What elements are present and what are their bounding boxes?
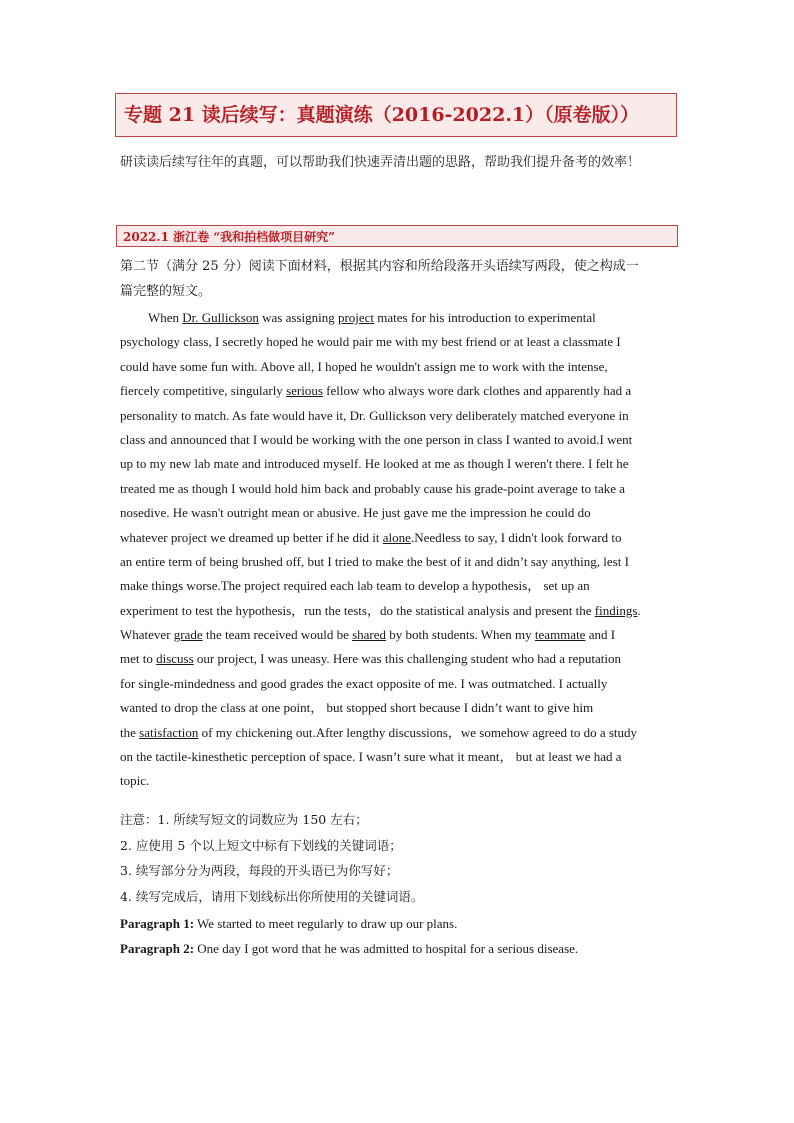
passage-line [120,526,676,550]
passage-line [120,574,676,598]
passage-line [120,769,676,793]
passage-text: class and announced that I would be working with the one person in class I wanted to avoid.I went [120,431,633,447]
note-item: 3. 续写部分分为两段，每段的开头语已为你写好； [120,863,399,878]
intro-text: 研读读后续写往年的真题，可以帮助我们快速弄清出题的思路，帮助我们提升备考的效率！ [120,155,641,170]
keyword-underlined: discuss [156,651,194,667]
passage-text: on the tactile-kinesthetic perception of space. I wasn’t sure what it meant， but at least we had a [120,749,622,765]
note-item: 4. 续写完成后，请用下划线标出你所使用的关键词语。 [120,888,424,904]
passage-line [120,330,676,354]
keyword-underlined: teammate [534,627,586,643]
keyword-underlined: alone [382,529,411,545]
passage-text: wanted to drop the class at one point， but stopped short because I didn’t want to give him [120,700,594,716]
note-item: 注意：1. 所续写短文的词数应为 150 左右； [120,812,368,827]
passage-text: experiment to test the hypothesis，run the tests，do the statistical analysis and present the [120,602,595,618]
passage-line [120,355,676,379]
passage-line [120,672,676,696]
passage-line [120,623,676,647]
passage-text: whatever project we dreamed up better if he did it [120,529,383,545]
passage-text: Whatever [120,627,174,643]
passage-line [120,647,676,671]
passage-text: the [120,724,140,740]
passage-line [120,379,676,403]
passage-line [120,696,676,720]
instructions [120,254,680,304]
passage-line [120,404,676,428]
keyword-underlined: shared [352,627,387,643]
passage-text: our project, I was uneasy. Here was this challenging student who had a reputation [193,651,621,667]
passage-text: met to [120,651,157,667]
passage-text: mates for his introduction to experimental [374,310,596,325]
passage-line [120,745,676,769]
passage-text: of my chickening out.After lengthy discussions，we somehow agreed to do a study [198,724,638,740]
notes-list [120,807,676,909]
passage-line [120,477,676,501]
keyword-underlined: Dr. Gullickson [182,310,259,325]
paragraph-start-text: One day I got word that he was admitted to hospital for a serious disease. [197,940,579,956]
passage-line [120,550,676,574]
section-header: 2022.1 浙江卷 “我和拍档做项目研究” [116,225,678,247]
paragraph-label: Paragraph 1: [120,916,195,931]
paragraph-1-prompt [120,912,676,937]
passage-text: the team received would be [202,627,353,643]
paragraph-prompts [120,912,676,961]
passage-text: psychology class, I secretly hoped he would pair me with my best friend or at least a classmate I [120,334,621,350]
keyword-underlined: satisfaction [139,724,199,740]
keyword-underlined: serious [286,383,323,399]
passage-line [120,721,676,745]
passage-line [120,501,676,525]
passage-text: topic. [120,773,150,789]
passage-text: personality to match. As fate would have it, Dr. Gullickson very deliberately matched everyone in [120,407,629,423]
passage-text: . [637,602,641,618]
passage-line [120,306,676,330]
instruction-line: 第二节（满分 25 分）阅读下面材料，根据其内容和所给段落开头语续写两段，使之构成一 [120,259,639,274]
passage-text: an entire term of being brushed off, but I tried to make the best of it and didn’t say anything, lest I [120,553,629,569]
passage-text: When [148,310,183,325]
paragraph-start-text: We started to meet regularly to draw up our plans. [197,916,458,931]
passage-text: could have some fun with. Above all, I hoped he wouldn't assign me to work with the intense, [120,358,608,374]
document-title: 专题 21 读后续写：真题演练（2016-2022.1）（原卷版）） [115,93,677,137]
keyword-underlined: project [337,310,375,325]
passage-text: .Needless to say, I didn't look forward to [410,529,622,545]
note-item: 2. 应使用 5 个以上短文中标有下划线的关键词语； [120,837,402,853]
passage-text: up to my new lab mate and introduced myself. He looked at me as though I weren't there. I felt he [120,456,629,472]
passage-text: treated me as though I would hold him back and probably cause his grade-point average to take a [120,480,626,496]
passage-text: fellow who always wore dark clothes and apparently had a [322,383,632,399]
passage-text: by both students. When my [386,627,535,643]
passage-line [120,452,676,476]
reading-passage [120,306,676,794]
keyword-underlined: grade [173,627,203,643]
paragraph-label: Paragraph 2: [120,940,195,956]
passage-text: make things worse.The project required each lab team to develop a hypothesis， set up an [120,578,590,594]
passage-text: for single-mindedness and good grades the exact opposite of me. I was outmatched. I actually [120,675,608,691]
passage-line [120,599,676,623]
instruction-line: 篇完整的短文。 [120,284,212,299]
passage-text: was assigning [258,310,338,325]
passage-text: nosedive. He wasn't outright mean or abusive. He just gave me the impression he could do [120,505,591,521]
paragraph-2-prompt [120,937,676,962]
keyword-underlined: findings [594,602,638,618]
passage-text: fiercely competitive, singularly [120,383,287,399]
passage-line [120,428,676,452]
passage-text: and I [585,627,616,643]
